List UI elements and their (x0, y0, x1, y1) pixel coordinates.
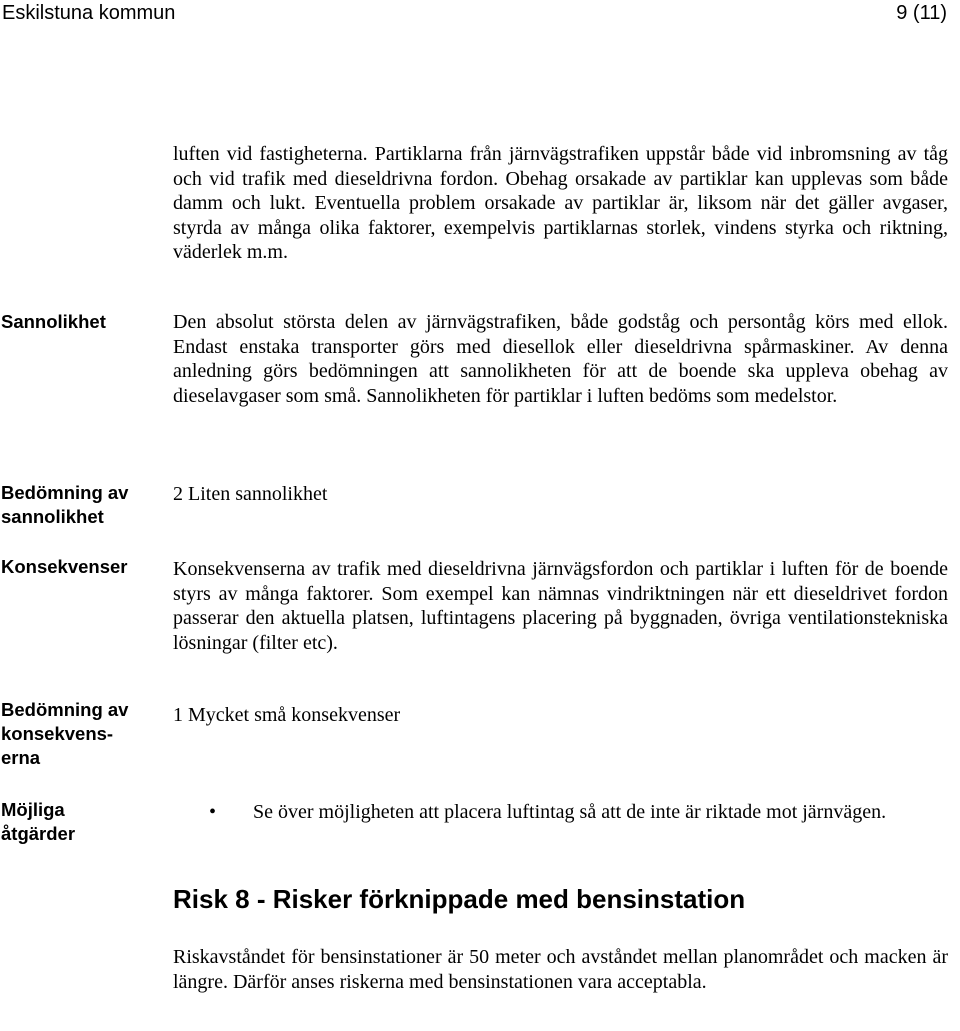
header-page-number: 9 (11) (896, 2, 947, 24)
sannolikhet-paragraph: Den absolut största delen av järnvägstrafiken, både godståg och persontåg körs med ellok. Endast enstaka transporter görs med diesellok eller dieseldrivna spårmaskiner. Av denna anledning görs bedömningen att sannolikheten för att de boende ska uppleva obehag av dieselavgaser som små. Sannolikheten för partiklar i luften bedöms som medelstor. (173, 311, 948, 407)
section-heading-risk-8: Risk 8 - Risker förknippade med bensinstation (173, 884, 746, 914)
atgard-item-text: Se över möjligheten att placera luftintag så att de inte är riktade mot järnvägen. (253, 801, 887, 823)
page-header (0, 0, 960, 30)
label-bedomning-sannolikhet: Bedömning av sannolikhet (1, 482, 129, 527)
risk8-paragraph: Riskavståndet för bensinstationer är 50 meter och avståndet mellan planområdet och macken är längre. Därför anses riskerna med bensinstationen vara acceptabla. (173, 946, 948, 993)
header-organization: Eskilstuna kommun (2, 2, 176, 24)
bedomning-konsekvenser-value: 1 Mycket små konsekvenser (173, 704, 401, 726)
label-sannolikhet: Sannolikhet (1, 311, 106, 332)
intro-paragraph: luften vid fastigheterna. Partiklarna från järnvägstrafiken uppstår både vid inbromsning av tåg och vid trafik med dieseldrivna fordon. Obehag orsakade av partiklar kan upplevas som både damm och lukt. Eventuella problem orsakade av partiklar är, liksom när det gäller avgaser, styrda av många olika faktorer, exempelvis partiklarnas storlek, vindens styrka och riktning, väderlek m.m. (173, 143, 948, 264)
label-mojliga-atgarder: Möjliga åtgärder (1, 799, 76, 844)
label-konsekvenser: Konsekvenser (1, 556, 128, 577)
bedomning-sannolikhet-value: 2 Liten sannolikhet (173, 483, 328, 505)
bullet-icon: • (209, 801, 217, 823)
konsekvenser-paragraph: Konsekvenserna av trafik med dieseldrivna järnvägsfordon och partiklar i luften för de boende styrs av många faktorer. Som exempel kan nämnas vindriktningen när ett dieseldrivet fordon passerar den aktuella platsen, luftintagens placering på byggnaden, övriga ventilationstekniska lösningar (filter etc). (173, 558, 948, 654)
label-bedomning-konsekvenser: Bedömning av konsekvens-erna (1, 699, 129, 768)
